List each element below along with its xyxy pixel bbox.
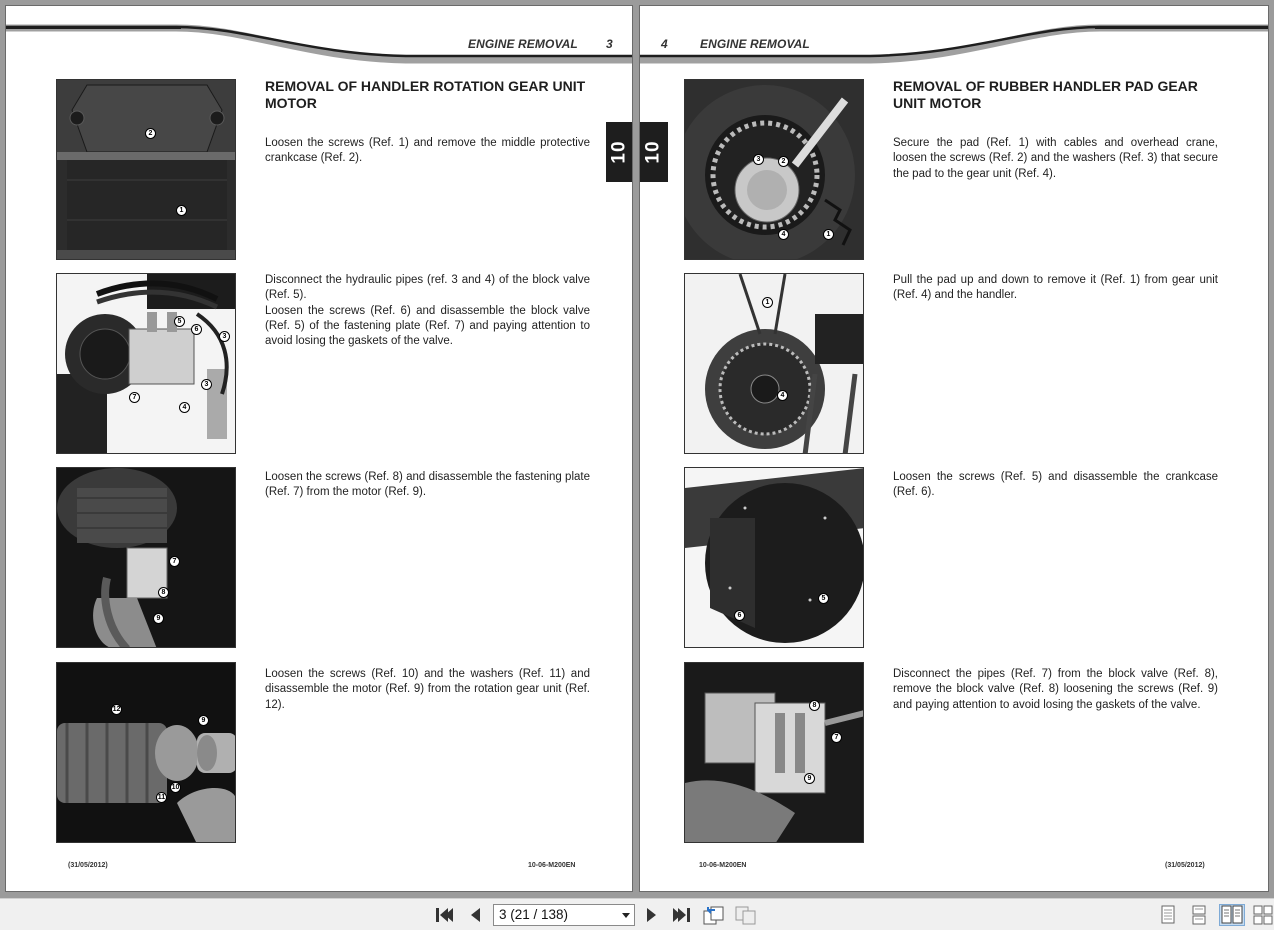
callout-1: 1 (823, 229, 834, 240)
callout-2: 2 (778, 156, 789, 167)
first-page-icon[interactable] (433, 904, 455, 926)
last-page-icon[interactable] (671, 904, 693, 926)
step-3-text: Loosen the screws (Ref. 8) and disassemble the fastening plate (Ref. 7) from the motor (Ref. 9). (265, 471, 590, 499)
callout-3a: 3 (219, 331, 230, 342)
callout-12: 12 (112, 706, 121, 713)
callout-7: 7 (169, 556, 180, 567)
step-2-line-2: Loosen the screws (Ref. 6) and disassemble the block valve (Ref. 5) of the fastening plate (Ref. 7) and paying attention to avoid losing the gaskets of the valve. (265, 304, 590, 348)
continuous-view-icon[interactable] (1188, 904, 1210, 926)
page-number: 4 (661, 37, 668, 51)
step-photo-1 (56, 79, 236, 260)
callout-10: 10 (171, 784, 180, 791)
step-photo-4 (684, 662, 864, 843)
callout-7: 7 (129, 392, 140, 403)
facing-view-icon[interactable] (1219, 904, 1245, 926)
step-photo-2 (56, 273, 236, 454)
right-page (639, 5, 1269, 892)
callout-1: 1 (176, 205, 187, 216)
step-photo-2 (684, 273, 864, 454)
single-page-view-icon[interactable] (1157, 904, 1179, 926)
callout-4: 4 (777, 390, 788, 401)
chapter-tab: 10 (606, 122, 633, 182)
step-1-text: Loosen the screws (Ref. 1) and remove the middle protective crankcase (Ref. 2). (265, 137, 590, 165)
step-1-text: Secure the pad (Ref. 1) with cables and overhead crane, loosen the screws (Ref. 2) and the washers (Ref. 3) that secure the pad to the gear unit (Ref. 4). (893, 137, 1218, 180)
step-2-text (265, 273, 590, 349)
callout-6: 6 (734, 610, 745, 621)
page-number: 3 (606, 37, 613, 51)
footer-code: 10-06-M200EN (699, 862, 747, 869)
callout-4: 4 (179, 402, 190, 413)
callout-11: 11 (157, 794, 166, 801)
callout-6: 6 (191, 324, 202, 335)
callout-2: 2 (145, 128, 156, 139)
step-4-text: Disconnect the pipes (Ref. 7) from the block valve (Ref. 8), remove the block valve (Ref. 8) loosening the screws (Ref. 9) and paying attention to avoid losing the gaskets of the valve. (893, 668, 1218, 711)
page-indicator: 3 (21 / 138) (499, 907, 569, 922)
footer-date: (31/05/2012) (68, 862, 108, 869)
callout-9: 9 (198, 715, 209, 726)
header-title: ENGINE REMOVAL (700, 37, 810, 51)
section-title: REMOVAL OF HANDLER ROTATION GEAR UNIT MOTOR (265, 78, 586, 111)
callout-8: 8 (809, 700, 820, 711)
step-2-text: Pull the pad up and down to remove it (Ref. 1) from gear unit (Ref. 4) and the handler. (893, 274, 1218, 302)
section-title: REMOVAL OF RUBBER HANDLER PAD GEAR UNIT MOTOR (893, 78, 1198, 111)
step-photo-4 (56, 662, 236, 843)
step-photo-1 (684, 79, 864, 260)
step-photo-3 (56, 467, 236, 648)
callout-3: 3 (753, 154, 764, 165)
callout-5: 5 (818, 593, 829, 604)
callout-9: 9 (153, 613, 164, 624)
step-3-text: Loosen the screws (Ref. 5) and disassemble the crankcase (Ref. 6). (893, 471, 1218, 499)
step-4-text: Loosen the screws (Ref. 10) and the washers (Ref. 11) and disassemble the motor (Ref. 9) from the rotation gear unit (Ref. 12). (265, 668, 590, 711)
callout-9: 9 (804, 773, 815, 784)
navigation-toolbar (0, 898, 1274, 930)
callout-3b: 3 (201, 379, 212, 390)
footer-date: (31/05/2012) (1165, 862, 1205, 869)
next-view-icon[interactable] (735, 904, 757, 926)
callout-1: 1 (762, 297, 773, 308)
left-page (5, 5, 633, 892)
callout-5: 5 (174, 316, 185, 327)
continuous-facing-view-icon[interactable] (1252, 904, 1274, 926)
next-page-icon[interactable] (640, 904, 662, 926)
footer-code: 10-06-M200EN (528, 862, 576, 869)
callout-8: 8 (158, 587, 169, 598)
step-photo-3 (684, 467, 864, 648)
callout-4: 4 (778, 229, 789, 240)
header-title: ENGINE REMOVAL (468, 37, 578, 51)
page-number-select[interactable] (493, 904, 635, 926)
chevron-down-icon (622, 913, 630, 918)
chapter-tab: 10 (640, 122, 668, 182)
step-2-line-1: Disconnect the hydraulic pipes (ref. 3 and 4) of the block valve (Ref. 5). (265, 274, 590, 302)
previous-view-icon[interactable] (703, 904, 725, 926)
callout-7: 7 (831, 732, 842, 743)
previous-page-icon[interactable] (464, 904, 486, 926)
